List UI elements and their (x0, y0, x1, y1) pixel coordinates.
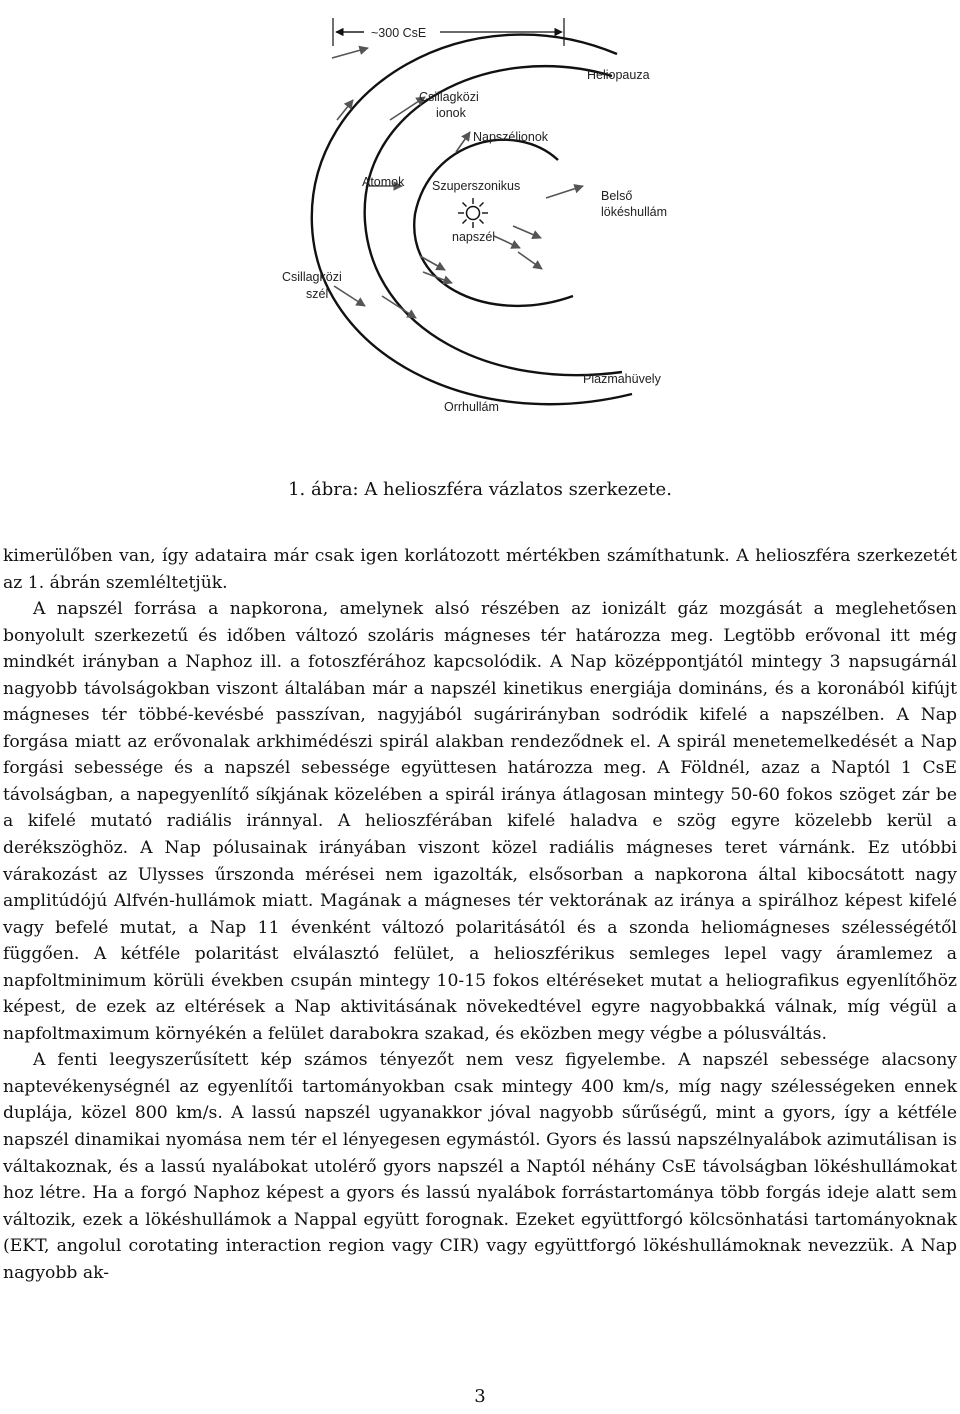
solar-wind-ions-label: Napszélionok (473, 130, 549, 144)
interstellar-wind-label-2: szél (306, 287, 329, 301)
interstellar-ions-label-2: ionok (436, 106, 466, 120)
interstellar-wind-label-1: Csillagközi (282, 270, 342, 284)
page-number: 3 (474, 1386, 486, 1407)
interstellar-ions-label-1: Csillagközi (419, 90, 479, 104)
figure-caption: 1. ábra: A helioszféra vázlatos szerkezete. (288, 479, 672, 500)
inner-shock-curve (414, 140, 573, 306)
body-text (3, 543, 957, 1286)
sun-icon (458, 198, 488, 228)
distance-dimension (333, 18, 564, 46)
plasma-sheath-label: Plazmahüvely (583, 372, 661, 386)
paragraph: A fenti leegyszerűsített kép számos tényezőt nem vesz figyelembe. A napszél sebessége alacsony naptevékenységnél az egyenlítői tartományokban csak mintegy 400 km/s, míg nagy szélességeken ennek duplája, közel 800 km/s. A lassú napszél ugyanakkor jóval nagyobb sűrűségű, mint a gyors, így a kétféle napszél dinamikai nyomása nem tér el lényegesen egymástól. Gyors és lassú napszélnyalábok azimutálisan is váltakoznak, és a lassú nyalábokat utolérő gyors napszél a Naptól néhány CsE távolságban lökéshullámokat hoz létre. Ha a forgó Naphoz képest a gyors és lassú nyalábok forrástartománya több forgás ideje alatt sem változik, ezek a lökéshullámok a Nappal együtt forognak. Ezeket együttforgó kölcsönhatási tartományoknak (EKT, angolul corotating interaction region vagy CIR) vagy együttforgó lökéshullámoknak nevezzük. A Nap nagyobb ak- (3, 1050, 957, 1283)
heliopause-label: Heliopauza (587, 68, 650, 82)
atoms-label: Atomok (362, 175, 405, 189)
paragraph: A napszél forrása a napkorona, amelynek alsó részében az ionizált gáz mozgását a meglehetősen bonyolult szerkezetű és időben változó szoláris mágneses tér határozza meg. Legtöbb erővonal itt még mindkét irányban a Naphoz ill. a fotoszférához kapcsolódik. A Nap középpontjától mintegy 3 napsugárnál nagyobb távolságokban viszont általában már a napszél kinetikus energiája domináns, és a koronából kifújt mágneses tér többé-kevésbé passzívan, nagyjából sugárirányban sodródik kifelé a napszélben. A Nap forgása miatt az erővonalak arkhimédészi spirál alakban rendeződnek el. A spirál menetemelkedését a Nap forgási sebessége és a napszél sebessége együttesen határozza meg. A Földnél, azaz a Naptól 1 CsE távolságban, a napegyenlítő síkjának közelében a spirál iránya átlagosan mintegy 50-60 fokos szöget zár be a kifelé mutató radiális iránnyal. A helioszférában kifelé haladva e szög egyre közelebb kerül a derékszöghöz. A Nap pólusainak irányában viszont közel radiális mágneses teret várnánk. Ez utóbbi várakozást az Ulysses űrszonda mérései nem igazolták, elsősorban a napkorona által kibocsátott nagy amplitúdójú Alfvén-hullámok miatt. Magának a mágneses tér vektorának az iránya a spirálhoz képest kifelé vagy befelé mutat, a Nap 11 évenként változó polaritásától és a szonda heliomágneses szélességétől függően. A kétféle polaritást elválasztó felület, a helioszférikus semleges lepel vagy áramlemez a napfoltminimum körüli években csupán mintegy 10-15 fokos eltéréseket mutat a heliografikus egyenlítőhöz képest, de ezek az eltérések a Nap aktivitásának növekedtével egyre nagyobbakká válnak, míg végül a napfoltmaximum környékén a felület darabokra szakad, és eközben megy végbe a pólusváltás. (3, 599, 957, 1044)
heliopause-curve (365, 66, 622, 375)
bow-shock-label: Orrhullám (444, 400, 499, 414)
inner-shock-label-2: lökéshullám (601, 205, 668, 219)
heliosphere-diagram (0, 0, 960, 470)
supersonic-label: Szuperszonikus (432, 179, 521, 193)
inner-shock-label-1: Belső (601, 189, 633, 203)
paragraph: kimerülőben van, így adataira már csak igen korlátozott mértékben számíthatunk. A helioszféra szerkezetét az 1. ábrán szemléltetjük. (3, 546, 957, 593)
solar-wind-label: napszél (452, 230, 496, 244)
distance-label: ~300 CsE (371, 26, 427, 40)
